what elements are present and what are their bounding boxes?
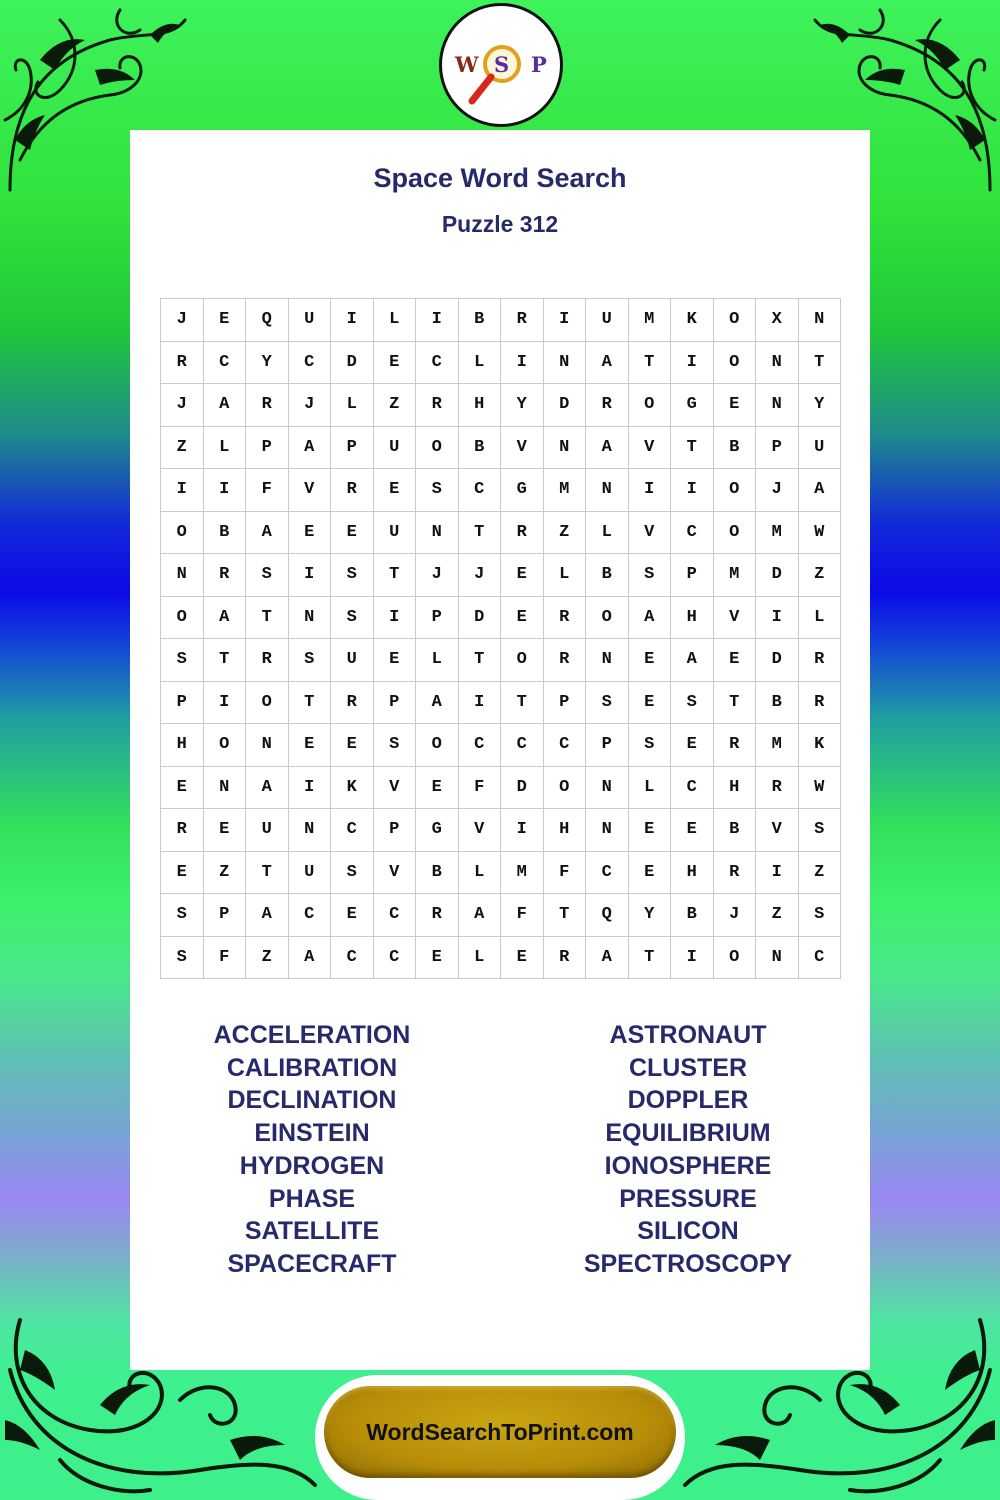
grid-cell[interactable]: P <box>204 894 247 937</box>
grid-cell[interactable]: F <box>246 469 289 512</box>
grid-cell[interactable]: B <box>671 894 714 937</box>
grid-cell[interactable]: O <box>204 724 247 767</box>
grid-cell[interactable]: H <box>544 809 587 852</box>
grid-cell[interactable]: I <box>289 767 332 810</box>
grid-cell[interactable]: E <box>161 852 204 895</box>
grid-cell[interactable]: Z <box>246 937 289 980</box>
word-item: DECLINATION <box>227 1086 397 1115</box>
grid-cell[interactable]: P <box>246 427 289 470</box>
grid-cell[interactable]: B <box>416 852 459 895</box>
grid-cell[interactable]: C <box>289 894 332 937</box>
grid-cell[interactable]: Z <box>161 427 204 470</box>
grid-cell[interactable]: C <box>671 767 714 810</box>
letter-grid <box>160 298 841 979</box>
grid-cell[interactable]: N <box>756 342 799 385</box>
grid-cell[interactable]: P <box>374 682 417 725</box>
grid-cell[interactable]: A <box>799 469 842 512</box>
word-item: EQUILIBRIUM <box>605 1119 771 1148</box>
grid-cell[interactable]: R <box>416 894 459 937</box>
grid-cell[interactable]: C <box>459 724 502 767</box>
grid-cell[interactable]: N <box>586 767 629 810</box>
grid-cell[interactable]: D <box>544 384 587 427</box>
grid-cell[interactable]: P <box>544 682 587 725</box>
grid-cell[interactable]: R <box>161 809 204 852</box>
grid-cell[interactable]: E <box>671 809 714 852</box>
grid-cell[interactable]: N <box>289 809 332 852</box>
grid-cell[interactable]: I <box>544 299 587 342</box>
grid-cell[interactable]: C <box>459 469 502 512</box>
grid-cell[interactable]: I <box>161 469 204 512</box>
grid-cell[interactable]: V <box>459 809 502 852</box>
grid-cell[interactable]: I <box>671 469 714 512</box>
grid-cell[interactable]: R <box>799 639 842 682</box>
grid-cell[interactable]: P <box>416 597 459 640</box>
grid-cell[interactable]: G <box>671 384 714 427</box>
grid-cell[interactable]: U <box>246 809 289 852</box>
grid-cell[interactable]: W <box>799 512 842 555</box>
grid-cell[interactable]: B <box>586 554 629 597</box>
grid-cell[interactable]: J <box>459 554 502 597</box>
grid-cell[interactable]: B <box>204 512 247 555</box>
grid-cell[interactable]: A <box>246 894 289 937</box>
word-item: ASTRONAUT <box>609 1021 767 1049</box>
grid-cell[interactable]: E <box>501 937 544 980</box>
grid-cell[interactable]: T <box>544 894 587 937</box>
word-item: EINSTEIN <box>254 1119 370 1148</box>
grid-cell[interactable]: N <box>161 554 204 597</box>
grid-cell[interactable]: L <box>799 597 842 640</box>
puzzle-number: Puzzle 312 <box>441 211 559 237</box>
wsp-logo[interactable] <box>439 3 563 127</box>
grid-cell[interactable]: R <box>246 384 289 427</box>
grid-cell[interactable]: S <box>416 469 459 512</box>
grid-cell[interactable]: H <box>671 852 714 895</box>
grid-cell[interactable]: T <box>501 682 544 725</box>
grid-cell[interactable]: L <box>544 554 587 597</box>
grid-cell[interactable]: Y <box>629 894 672 937</box>
grid-cell[interactable]: I <box>671 937 714 980</box>
grid-cell[interactable]: E <box>714 384 757 427</box>
grid-cell[interactable]: D <box>331 342 374 385</box>
grid-cell[interactable]: J <box>161 384 204 427</box>
grid-cell[interactable]: O <box>416 427 459 470</box>
grid-cell[interactable]: Q <box>586 894 629 937</box>
grid-cell[interactable]: B <box>714 427 757 470</box>
grid-cell[interactable]: A <box>416 682 459 725</box>
grid-cell[interactable]: M <box>756 724 799 767</box>
grid-cell[interactable]: C <box>416 342 459 385</box>
grid-cell[interactable]: A <box>671 639 714 682</box>
grid-cell[interactable]: I <box>756 597 799 640</box>
grid-cell[interactable]: F <box>501 894 544 937</box>
grid-cell[interactable]: R <box>544 937 587 980</box>
grid-cell[interactable]: O <box>501 639 544 682</box>
grid-cell[interactable]: C <box>671 512 714 555</box>
grid-cell[interactable]: C <box>374 894 417 937</box>
grid-cell[interactable]: R <box>756 767 799 810</box>
grid-cell[interactable]: X <box>756 299 799 342</box>
grid-cell[interactable]: R <box>331 682 374 725</box>
word-list-left <box>162 1019 462 1281</box>
grid-cell[interactable]: A <box>586 342 629 385</box>
grid-cell[interactable]: S <box>586 682 629 725</box>
word-item: PRESSURE <box>619 1184 757 1213</box>
grid-cell[interactable]: U <box>586 299 629 342</box>
grid-cell[interactable]: B <box>459 299 502 342</box>
grid-cell[interactable]: L <box>629 767 672 810</box>
grid-cell[interactable]: R <box>161 342 204 385</box>
word-item: CLUSTER <box>628 1053 748 1082</box>
grid-cell[interactable]: L <box>331 384 374 427</box>
grid-cell[interactable]: U <box>289 852 332 895</box>
grid-cell[interactable]: M <box>714 554 757 597</box>
word-item: IONOSPHERE <box>604 1151 772 1180</box>
grid-cell[interactable]: E <box>374 342 417 385</box>
grid-cell[interactable]: S <box>289 639 332 682</box>
grid-cell[interactable]: I <box>756 852 799 895</box>
grid-cell[interactable]: Q <box>246 299 289 342</box>
word-item: SPACECRAFT <box>227 1249 397 1278</box>
grid-cell[interactable]: I <box>204 682 247 725</box>
grid-cell[interactable]: S <box>331 554 374 597</box>
grid-cell[interactable]: E <box>289 724 332 767</box>
grid-cell[interactable]: E <box>204 299 247 342</box>
grid-cell[interactable]: T <box>246 597 289 640</box>
word-item: PHASE <box>268 1184 356 1213</box>
grid-cell[interactable]: I <box>501 342 544 385</box>
grid-cell[interactable]: R <box>544 639 587 682</box>
grid-cell[interactable]: U <box>374 512 417 555</box>
grid-cell[interactable]: E <box>289 512 332 555</box>
grid-cell[interactable]: E <box>416 937 459 980</box>
grid-cell[interactable]: T <box>629 937 672 980</box>
grid-cell[interactable]: P <box>331 427 374 470</box>
grid-cell[interactable]: Z <box>799 554 842 597</box>
grid-cell[interactable]: W <box>799 767 842 810</box>
grid-cell[interactable]: V <box>289 469 332 512</box>
grid-cell[interactable]: N <box>799 299 842 342</box>
grid-cell[interactable]: R <box>586 384 629 427</box>
grid-cell[interactable]: S <box>161 937 204 980</box>
website-button[interactable]: WordSearchToPrint.com <box>324 1386 676 1478</box>
word-item: ACCELERATION <box>213 1021 411 1049</box>
grid-cell[interactable]: M <box>756 512 799 555</box>
grid-cell[interactable]: J <box>416 554 459 597</box>
grid-cell[interactable]: T <box>459 639 502 682</box>
grid-cell[interactable]: L <box>374 299 417 342</box>
grid-cell[interactable]: S <box>161 894 204 937</box>
grid-cell[interactable]: V <box>629 427 672 470</box>
grid-cell[interactable]: S <box>331 852 374 895</box>
grid-cell[interactable]: P <box>161 682 204 725</box>
grid-cell[interactable]: R <box>204 554 247 597</box>
grid-cell[interactable]: U <box>799 427 842 470</box>
grid-cell[interactable]: O <box>714 469 757 512</box>
logo-letter-w: W <box>455 52 479 77</box>
grid-cell[interactable]: I <box>671 342 714 385</box>
grid-cell[interactable]: C <box>586 852 629 895</box>
grid-cell[interactable]: E <box>629 809 672 852</box>
grid-cell[interactable]: S <box>629 724 672 767</box>
grid-cell[interactable]: A <box>246 512 289 555</box>
grid-cell[interactable]: C <box>331 937 374 980</box>
grid-cell[interactable]: T <box>459 512 502 555</box>
grid-cell[interactable]: Y <box>246 342 289 385</box>
grid-cell[interactable]: M <box>501 852 544 895</box>
grid-cell[interactable]: F <box>204 937 247 980</box>
grid-cell[interactable]: K <box>799 724 842 767</box>
grid-cell[interactable]: R <box>246 639 289 682</box>
grid-cell[interactable]: N <box>756 937 799 980</box>
grid-cell[interactable]: I <box>501 809 544 852</box>
grid-cell[interactable]: O <box>714 937 757 980</box>
grid-cell[interactable]: R <box>714 852 757 895</box>
grid-cell[interactable]: R <box>544 597 587 640</box>
word-item: HYDROGEN <box>239 1151 385 1180</box>
grid-cell[interactable]: H <box>161 724 204 767</box>
grid-cell[interactable]: C <box>331 809 374 852</box>
grid-cell[interactable]: A <box>629 597 672 640</box>
word-item: DOPPLER <box>627 1086 749 1115</box>
grid-cell[interactable]: E <box>501 597 544 640</box>
grid-cell[interactable]: E <box>501 554 544 597</box>
grid-cell[interactable]: E <box>331 894 374 937</box>
grid-cell[interactable]: T <box>671 427 714 470</box>
grid-cell[interactable]: C <box>544 724 587 767</box>
word-item: SATELLITE <box>244 1217 380 1246</box>
grid-cell[interactable]: V <box>756 809 799 852</box>
grid-cell[interactable]: J <box>714 894 757 937</box>
grid-cell[interactable]: E <box>374 469 417 512</box>
grid-cell[interactable]: V <box>629 512 672 555</box>
grid-cell[interactable]: I <box>629 469 672 512</box>
grid-cell[interactable]: S <box>799 894 842 937</box>
grid-cell[interactable]: Z <box>374 384 417 427</box>
grid-cell[interactable]: E <box>629 639 672 682</box>
grid-cell[interactable]: N <box>289 597 332 640</box>
grid-cell[interactable]: Z <box>544 512 587 555</box>
grid-cell[interactable]: G <box>501 469 544 512</box>
grid-cell[interactable]: E <box>331 724 374 767</box>
grid-cell[interactable]: I <box>289 554 332 597</box>
grid-cell[interactable]: K <box>671 299 714 342</box>
grid-cell[interactable]: A <box>204 384 247 427</box>
word-item: SPECTROSCOPY <box>583 1249 793 1278</box>
grid-cell[interactable]: N <box>586 469 629 512</box>
grid-cell[interactable]: L <box>459 342 502 385</box>
grid-cell[interactable]: A <box>246 767 289 810</box>
grid-cell[interactable]: L <box>204 427 247 470</box>
grid-cell[interactable]: K <box>331 767 374 810</box>
grid-cell[interactable]: C <box>799 937 842 980</box>
grid-cell[interactable]: N <box>756 384 799 427</box>
grid-cell[interactable]: S <box>799 809 842 852</box>
grid-cell[interactable]: E <box>331 512 374 555</box>
grid-cell[interactable]: I <box>374 597 417 640</box>
grid-cell[interactable]: C <box>501 724 544 767</box>
grid-cell[interactable]: Z <box>756 894 799 937</box>
grid-cell[interactable]: R <box>799 682 842 725</box>
grid-cell[interactable]: R <box>501 512 544 555</box>
grid-cell[interactable]: H <box>459 384 502 427</box>
grid-cell[interactable]: A <box>289 427 332 470</box>
grid-cell[interactable]: V <box>501 427 544 470</box>
grid-cell[interactable]: C <box>204 342 247 385</box>
grid-cell[interactable]: D <box>756 554 799 597</box>
grid-cell[interactable]: R <box>416 384 459 427</box>
word-item: SILICON <box>637 1217 739 1246</box>
grid-cell[interactable]: Y <box>799 384 842 427</box>
grid-cell[interactable]: I <box>416 299 459 342</box>
grid-cell[interactable]: F <box>544 852 587 895</box>
grid-cell[interactable]: E <box>629 682 672 725</box>
grid-cell[interactable]: E <box>416 767 459 810</box>
grid-cell[interactable]: D <box>459 597 502 640</box>
word-item: CALIBRATION <box>226 1053 398 1082</box>
grid-cell[interactable]: O <box>714 299 757 342</box>
grid-cell[interactable]: L <box>416 639 459 682</box>
grid-cell[interactable]: H <box>714 767 757 810</box>
grid-cell[interactable]: O <box>161 597 204 640</box>
grid-cell[interactable]: N <box>586 639 629 682</box>
grid-cell[interactable]: Z <box>799 852 842 895</box>
grid-cell[interactable]: C <box>374 937 417 980</box>
grid-cell[interactable]: N <box>586 809 629 852</box>
grid-cell[interactable]: R <box>501 299 544 342</box>
grid-cell[interactable]: D <box>501 767 544 810</box>
grid-cell[interactable]: T <box>799 342 842 385</box>
grid-cell[interactable]: L <box>459 852 502 895</box>
grid-cell[interactable]: S <box>161 639 204 682</box>
grid-cell[interactable]: I <box>331 299 374 342</box>
grid-cell[interactable]: N <box>544 342 587 385</box>
grid-cell[interactable]: N <box>544 427 587 470</box>
grid-cell[interactable]: O <box>714 342 757 385</box>
grid-cell[interactable]: N <box>246 724 289 767</box>
grid-cell[interactable]: T <box>629 342 672 385</box>
grid-cell[interactable]: O <box>416 724 459 767</box>
page-title: Space Word Search <box>373 163 627 193</box>
grid-cell[interactable]: P <box>671 554 714 597</box>
grid-cell[interactable]: N <box>416 512 459 555</box>
grid-cell[interactable]: I <box>459 682 502 725</box>
grid-cell[interactable]: A <box>204 597 247 640</box>
grid-cell[interactable]: E <box>374 639 417 682</box>
grid-cell[interactable]: A <box>586 937 629 980</box>
grid-cell[interactable]: S <box>671 682 714 725</box>
grid-cell[interactable]: F <box>459 767 502 810</box>
logo-letter-s: S <box>494 52 510 77</box>
grid-cell[interactable]: R <box>714 724 757 767</box>
word-list-right <box>538 1019 838 1281</box>
grid-cell[interactable]: L <box>459 937 502 980</box>
grid-cell[interactable]: B <box>756 682 799 725</box>
grid-cell[interactable]: O <box>629 384 672 427</box>
grid-cell[interactable]: J <box>756 469 799 512</box>
grid-cell[interactable]: O <box>246 682 289 725</box>
grid-cell[interactable]: V <box>374 852 417 895</box>
grid-cell[interactable]: P <box>756 427 799 470</box>
grid-cell[interactable]: M <box>629 299 672 342</box>
grid-cell[interactable]: M <box>544 469 587 512</box>
grid-cell[interactable]: J <box>161 299 204 342</box>
grid-cell[interactable]: I <box>204 469 247 512</box>
grid-cell[interactable]: Z <box>204 852 247 895</box>
grid-cell[interactable]: B <box>714 809 757 852</box>
grid-cell[interactable]: U <box>331 639 374 682</box>
grid-cell[interactable]: E <box>671 724 714 767</box>
grid-cell[interactable]: T <box>374 554 417 597</box>
grid-cell[interactable]: E <box>204 809 247 852</box>
grid-cell[interactable]: R <box>331 469 374 512</box>
grid-cell[interactable]: H <box>671 597 714 640</box>
grid-cell[interactable]: T <box>204 639 247 682</box>
grid-cell[interactable]: Y <box>501 384 544 427</box>
grid-cell[interactable]: S <box>246 554 289 597</box>
grid-cell[interactable]: O <box>161 512 204 555</box>
grid-cell[interactable]: A <box>289 937 332 980</box>
grid-cell[interactable]: A <box>586 427 629 470</box>
grid-cell[interactable]: V <box>714 597 757 640</box>
logo-letter-p: P <box>531 52 547 77</box>
grid-cell[interactable]: L <box>586 512 629 555</box>
grid-cell[interactable]: E <box>629 852 672 895</box>
grid-cell[interactable]: O <box>714 512 757 555</box>
grid-cell[interactable]: S <box>374 724 417 767</box>
grid-cell[interactable]: U <box>374 427 417 470</box>
grid-cell[interactable]: B <box>459 427 502 470</box>
grid-cell[interactable]: P <box>586 724 629 767</box>
grid-cell[interactable]: C <box>289 342 332 385</box>
grid-cell[interactable]: U <box>289 299 332 342</box>
grid-cell[interactable]: T <box>289 682 332 725</box>
grid-cell[interactable]: N <box>204 767 247 810</box>
grid-cell[interactable]: G <box>416 809 459 852</box>
grid-cell[interactable]: O <box>586 597 629 640</box>
grid-cell[interactable]: J <box>289 384 332 427</box>
grid-cell[interactable]: D <box>756 639 799 682</box>
grid-cell[interactable]: A <box>459 894 502 937</box>
grid-cell[interactable]: S <box>629 554 672 597</box>
grid-cell[interactable]: S <box>331 597 374 640</box>
grid-cell[interactable]: E <box>714 639 757 682</box>
grid-cell[interactable]: T <box>714 682 757 725</box>
grid-cell[interactable]: P <box>374 809 417 852</box>
grid-cell[interactable]: T <box>246 852 289 895</box>
grid-cell[interactable]: V <box>374 767 417 810</box>
grid-cell[interactable]: E <box>161 767 204 810</box>
grid-cell[interactable]: O <box>544 767 587 810</box>
